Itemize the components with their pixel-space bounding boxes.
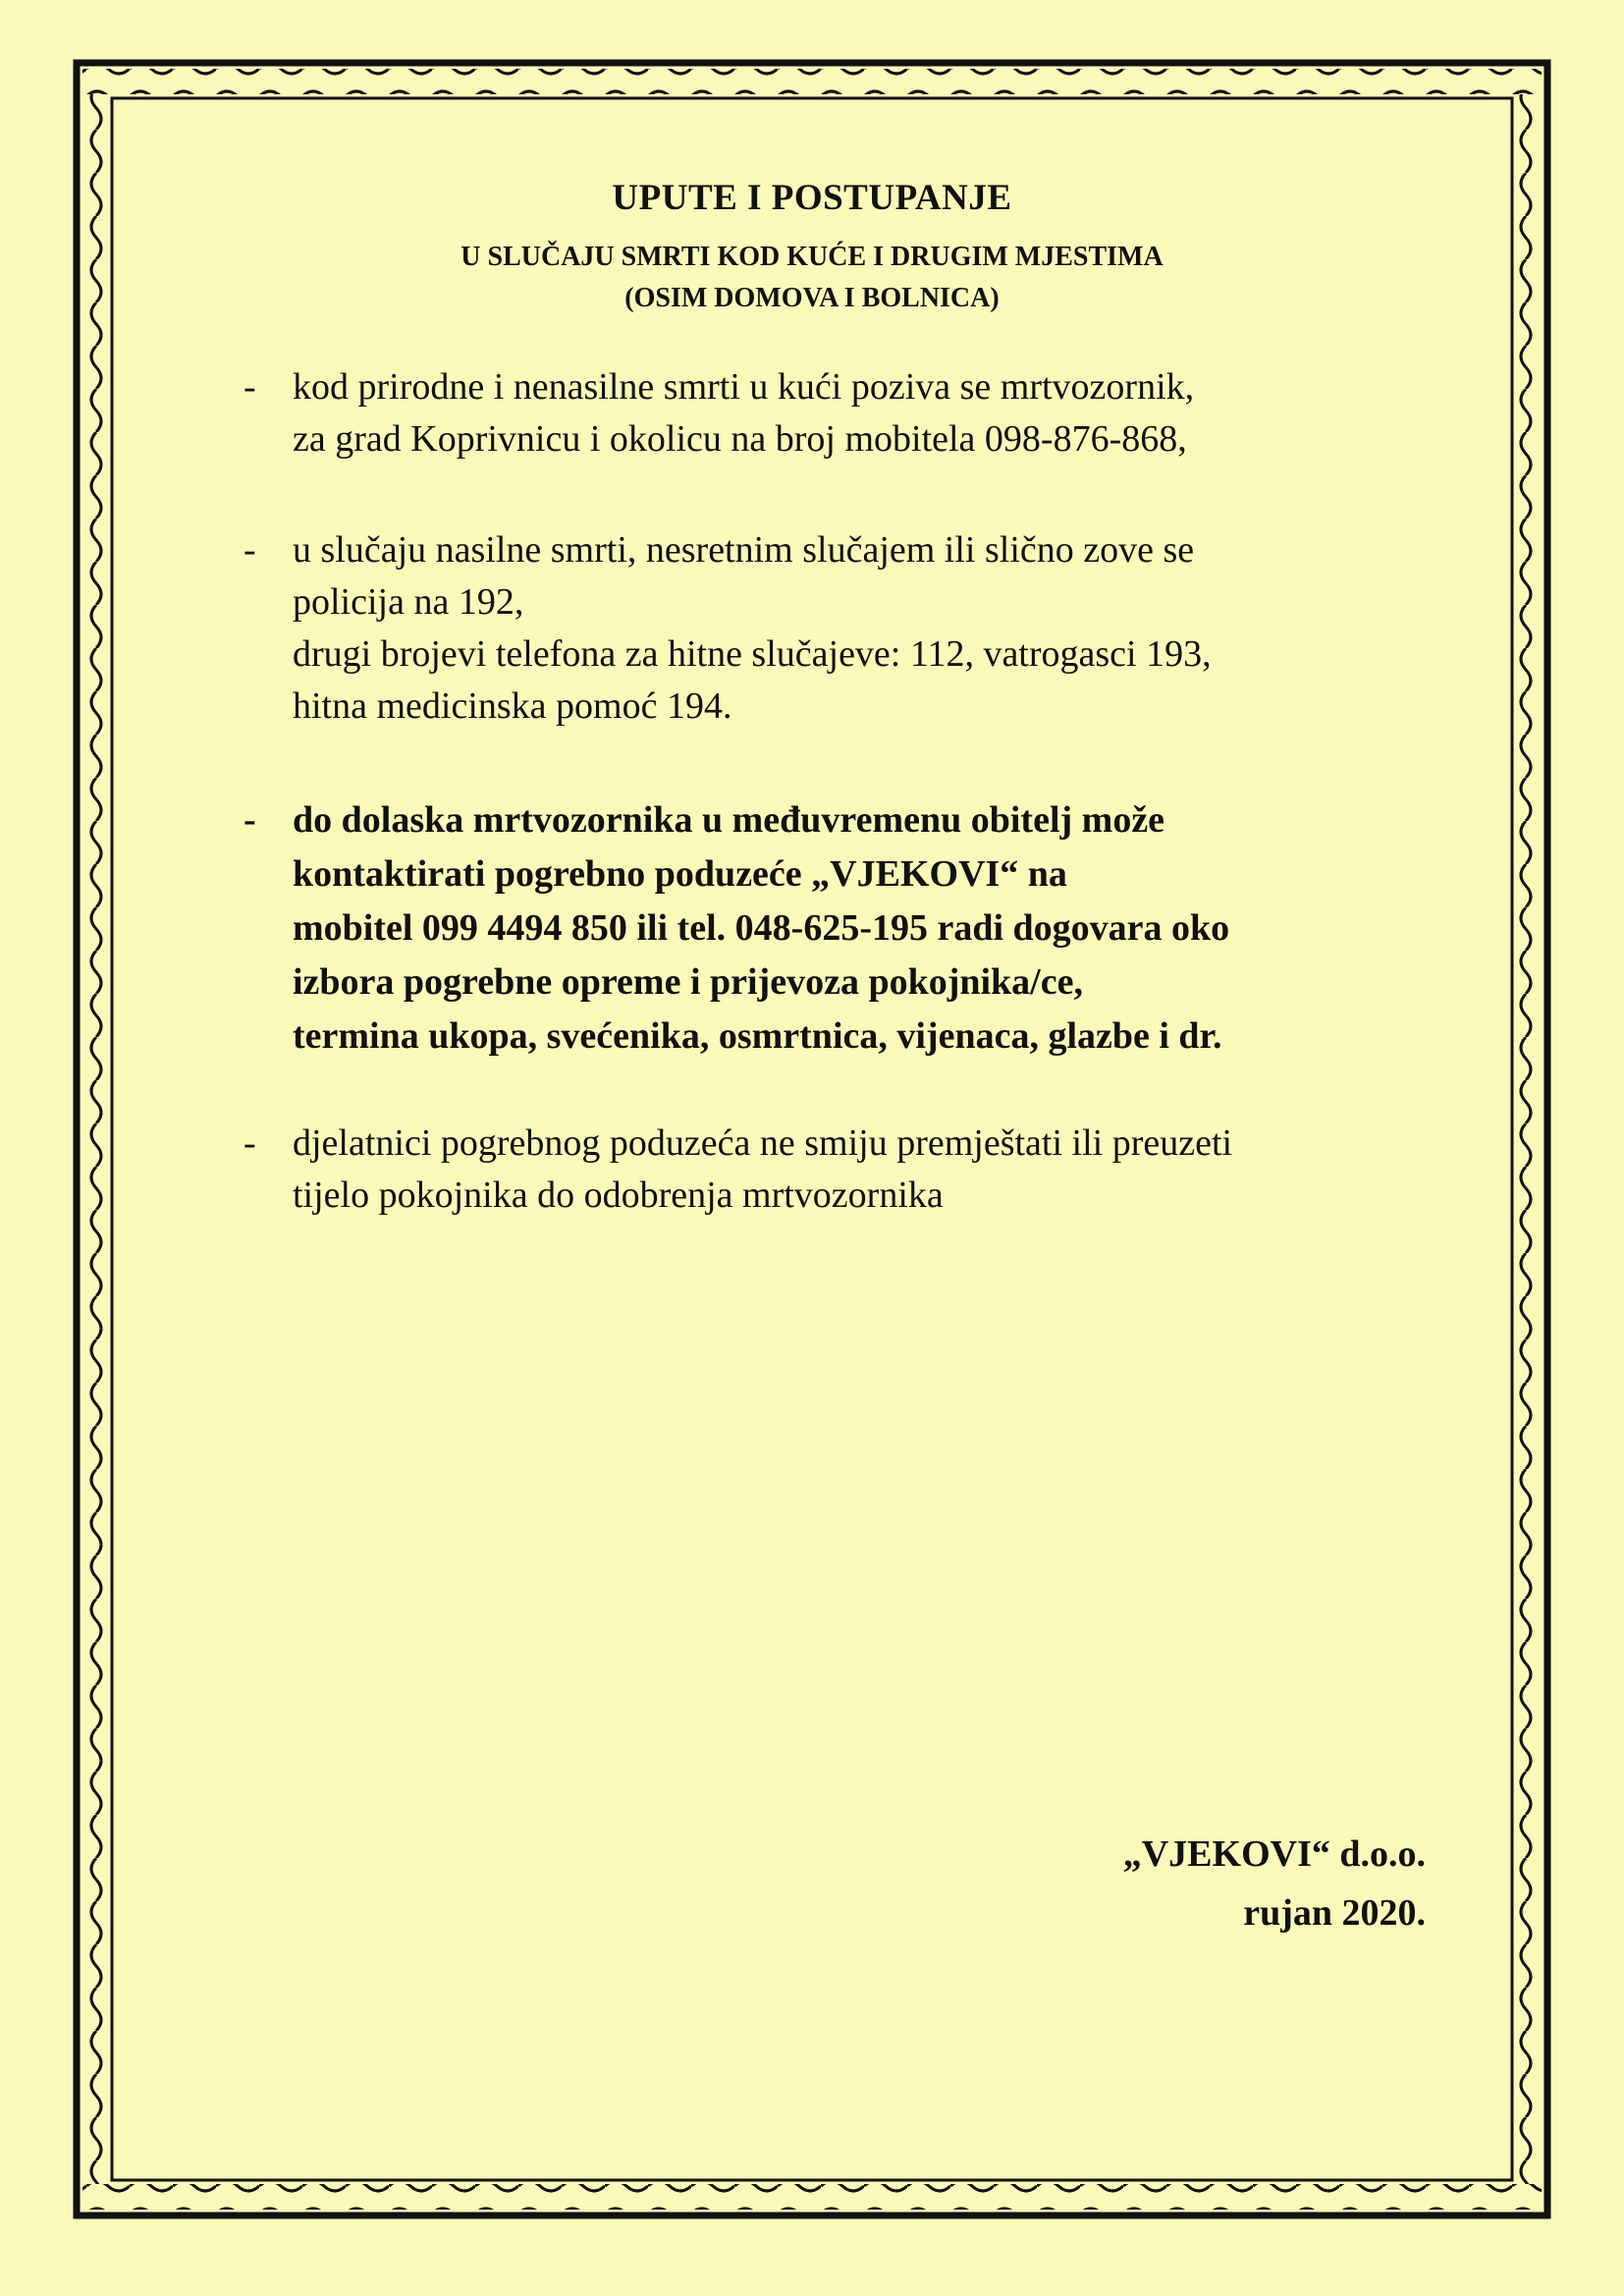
instruction-line: kod prirodne i nenasilne smrti u kući poziva se mrtvozornik, [293, 366, 1195, 408]
instruction-line: izbora pogrebne opreme i prijevoza pokojnika/ce, [293, 961, 1083, 1003]
instruction-line: tijelo pokojnika do odobrenja mrtvozornika [293, 1175, 944, 1216]
document-subtitle-line1: U SLUČAJU SMRTI KOD KUĆE I DRUGIM MJESTIMA [460, 242, 1164, 272]
instruction-line: djelatnici pogrebnog poduzeća ne smiju premještati ili preuzeti [293, 1122, 1233, 1164]
instruction-line: drugi brojevi telefona za hitne slučajeve: 112, vatrogasci 193, [293, 633, 1212, 675]
instruction-line: policija na 192, [293, 581, 524, 623]
instruction-line: kontaktirati pogrebno poduzeće „VJEKOVI“ na [293, 853, 1067, 895]
document-title: UPUTE I POSTUPANJE [612, 178, 1012, 218]
signature-block [1123, 1825, 1426, 1942]
document-subtitle-line2: (OSIM DOMOVA I BOLNICA) [624, 283, 1000, 313]
instruction-line: u slučaju nasilne smrti, nesretnim slučajem ili slično zove se [293, 529, 1195, 571]
bullet-dash: - [244, 366, 256, 408]
instruction-item-violent-death [244, 524, 1402, 733]
bullet-dash: - [244, 529, 256, 571]
bullet-dash: - [244, 799, 256, 841]
instruction-line: mobitel 099 4494 850 ili tel. 048-625-195 radi dogovara oko [293, 907, 1230, 949]
instruction-item-natural-death [244, 361, 1402, 465]
document-date: rujan 2020. [1243, 1892, 1426, 1934]
instruction-line: za grad Koprivnicu i okolicu na broj mobitela 098-876-868, [293, 418, 1187, 460]
instruction-line: hitna medicinska pomoć 194. [293, 685, 732, 727]
instruction-item-funeral-contact [244, 793, 1402, 1064]
bullet-dash: - [244, 1122, 256, 1164]
company-name: „VJEKOVI“ d.o.o. [1122, 1833, 1426, 1875]
instruction-item-staff-restriction [244, 1118, 1402, 1222]
instruction-line: termina ukopa, svećenika, osmrtnica, vijenaca, glazbe i dr. [293, 1015, 1222, 1057]
instruction-line: do dolaska mrtvozornika u međuvremenu obitelj može [293, 799, 1165, 841]
